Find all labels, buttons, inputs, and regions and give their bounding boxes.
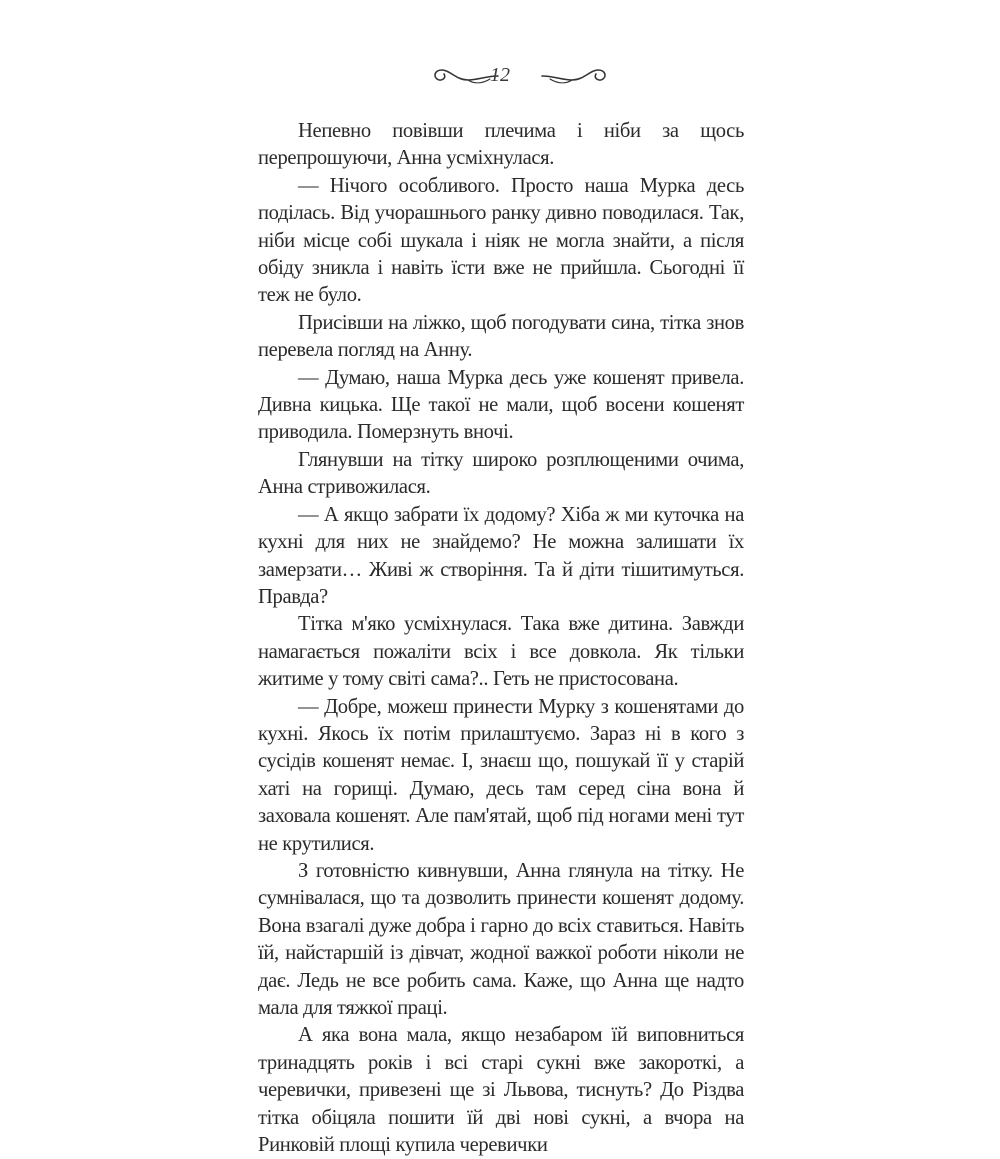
page-header	[0, 56, 1000, 96]
paragraph: — Добре, можеш принести Мурку з кошенятами до кухні. Якось їх потім прилаштуємо. Зараз ні в кого з сусідів кошенят немає. І, знаєш що, пошукай її у старій хаті на горищі. Думаю, десь там серед сіна вона й заховала кошенят. Але пам'ятай, щоб під ногами мені тут не крутилися.	[258, 695, 744, 855]
paragraph: А яка вона мала, якщо незабаром їй виповниться тринадцять років і всі старі сукні вже закороткі, а черевички, привезені ще зі Львова, тиснуть? До Різдва тітка обіцяла пошити їй дві нові сукні, а вчора на Ринковій площі купила черевички	[258, 1024, 744, 1157]
paragraph: Присівши на ліжко, щоб погодувати сина, тітка знов перевела погляд на Анну.	[258, 311, 744, 362]
paragraph: Непевно повівши плечима і ніби за щось перепрошуючи, Анна усміхнулася.	[258, 120, 744, 170]
paragraph: Тітка м'яко усміхнулася. Така вже дитина. Завжди намагається пожаліти всіх і все довкола. Як тільки житиме у тому світі сама?.. Геть не пристосована.	[258, 613, 744, 691]
paragraph: — Нічого особливого. Просто наша Мурка десь поділась. Від учорашнього ранку дивно поводилася. Так, ніби місце собі шукала і ніяк не могла знайти, а після обіду зникла і навіть їсти вже не прийшла. Сьогодні її теж не було.	[258, 174, 744, 307]
paragraph: — Думаю, наша Мурка десь уже кошенят привела. Дивна кицька. Ще такої не мали, щоб восени кошенят приводила. Померзнуть вночі.	[258, 366, 744, 444]
paragraph: Глянувши на тітку широко розплющеними очима, Анна стривожилася.	[258, 448, 744, 499]
paragraph: З готовністю кивнувши, Анна глянула на тітку. Не сумнівалася, що та дозволить принести кошенят додому. Вона взагалі дуже добра і гарно до всіх ставиться. Навіть їй, найстаршій із дівчат, жодної важкої роботи ніколи не дає. Ледь не все робить сама. Каже, що Анна ще надто мала для тяжкої праці.	[258, 859, 744, 1019]
page-number: 12	[490, 64, 510, 86]
paragraph: — А якщо забрати їх додому? Хіба ж ми куточка на кухні для них не знайдемо? Не можна залишати їх замерзати… Живі ж створіння. Та й діти тішитимуться. Правда?	[258, 503, 744, 608]
body-text	[258, 118, 744, 1159]
right-flourish-ornament	[540, 62, 610, 90]
